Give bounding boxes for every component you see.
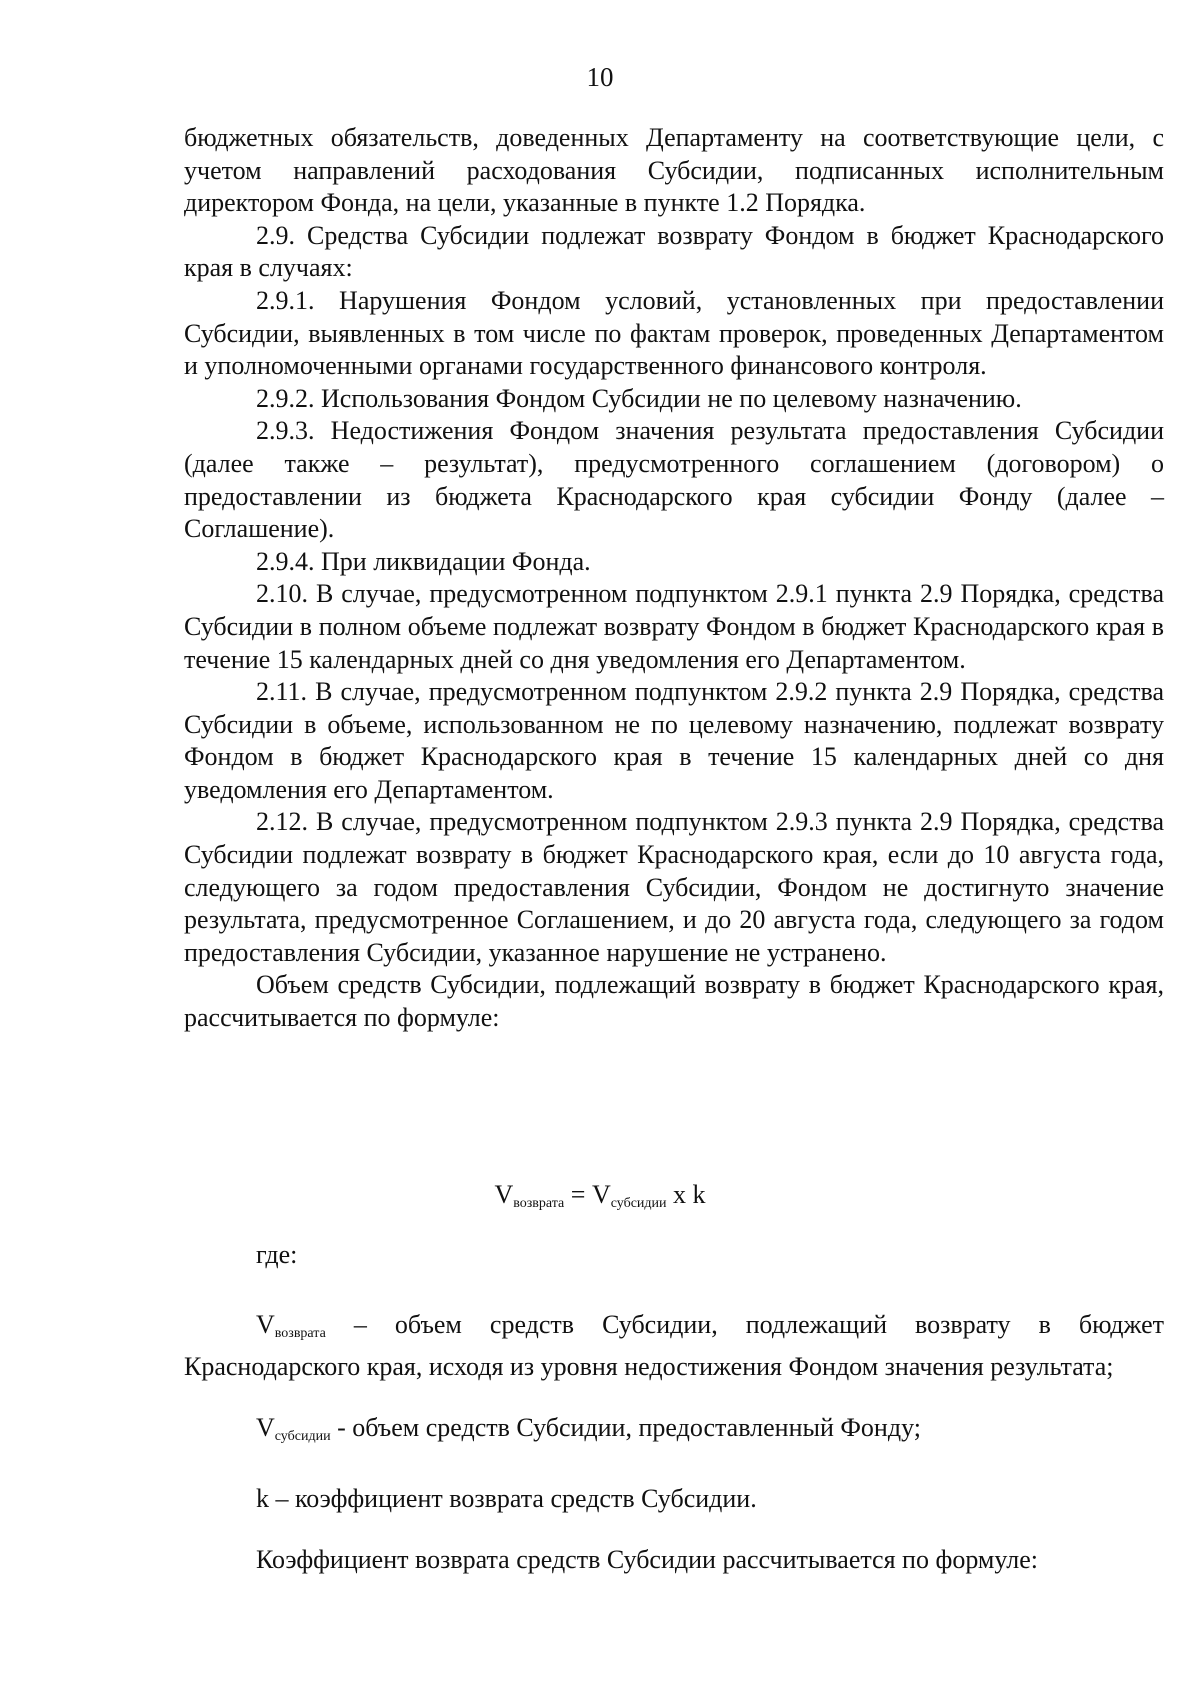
paragraph-2-9-2: 2.9.2. Использования Фондом Субсидии не по целевому назначению. xyxy=(256,383,1022,413)
paragraph-volume-formula-intro: Объем средств Субсидии, подлежащий возврату в бюджет Краснодарского края, рассчитывается по формуле: xyxy=(184,970,1164,1033)
definition-v-subsidy-symbol: V xyxy=(256,1413,275,1443)
formula-times-k: x k xyxy=(673,1180,706,1209)
return-volume-formula xyxy=(0,1180,1200,1212)
formula-v-return: V xyxy=(494,1180,514,1209)
definition-v-return-text: – объем средств Субсидии, подлежащий возврату в бюджет Краснодарского края, исходя из уровня недостижения Фондом значения результата; xyxy=(184,1310,1164,1381)
definitions-block xyxy=(184,1280,1164,1577)
paragraph-continuation: бюджетных обязательств, доведенных Департаменту на соответствующие цели, с учетом направлений расходования Субсидии, подписанных исполнительным директором Фонда, на цели, указанные в пункте 1.2 Порядка. xyxy=(184,123,1164,218)
formula-v-subsidy-sub: субсидии xyxy=(610,1196,667,1211)
formula-v-subsidy: V xyxy=(591,1180,611,1209)
paragraph-2-9: 2.9. Средства Субсидии подлежат возврату Фондом в бюджет Краснодарского края в случаях: xyxy=(184,220,1164,283)
paragraph-2-12: 2.12. В случае, предусмотренном подпунктом 2.9.3 пункта 2.9 Порядка, средства Субсидии подлежат возврату в бюджет Краснодарского края, если до 10 августа года, следующего за годом предоставления Субсидии, Фондом не достигнуто значение результата, предусмотренное Соглашением, и до 20 августа года, следующего за годом предоставления Субсидии, указанное нарушение не устранено. xyxy=(184,807,1164,967)
definition-v-return-sub: возврата xyxy=(274,1326,326,1341)
where-label: где: xyxy=(256,1240,298,1269)
definition-v-return xyxy=(184,1309,1164,1383)
definition-v-return-symbol: V xyxy=(256,1310,275,1339)
definition-k: k – коэффициент возврата средств Субсидии. xyxy=(256,1483,757,1513)
paragraph-2-10: 2.10. В случае, предусмотренном подпунктом 2.9.1 пункта 2.9 Порядка, средства Субсидии в полном объеме подлежат возврату Фондом в бюджет Краснодарского края в течение 15 календарных дней со дня уведомления его Департаментом. xyxy=(184,579,1164,674)
definition-v-subsidy-sub: субсидии xyxy=(274,1429,331,1445)
paragraph-2-9-1: 2.9.1. Нарушения Фондом условий, установленных при предоставлении Субсидии, выявленных в том числе по фактам проверок, проведенных Департаментом и уполномоченными органами государственного финансового контроля. xyxy=(184,285,1164,381)
coefficient-formula-intro: Коэффициент возврата средств Субсидии рассчитывается по формуле: xyxy=(256,1545,1038,1575)
page-number: 10 xyxy=(586,62,614,92)
paragraph-2-9-3: 2.9.3. Недостижения Фондом значения результата предоставления Субсидии (далее также – результат), предусмотренного соглашением (договором) о предоставлении из бюджета Краснодарского края субсидии Фонду (далее – Соглашение). xyxy=(184,416,1164,544)
paragraph-2-9-4: 2.9.4. При ликвидации Фонда. xyxy=(256,546,591,576)
formula-equals: = xyxy=(570,1180,586,1209)
definition-v-subsidy-text: - объем средств Субсидии, предоставленный Фонду; xyxy=(330,1413,921,1443)
document-body xyxy=(184,122,1164,1035)
definition-v-subsidy xyxy=(184,1412,1164,1454)
paragraph-2-11: 2.11. В случае, предусмотренном подпунктом 2.9.2 пункта 2.9 Порядка, средства Субсидии в объеме, использованном не по целевому назначению, подлежат возврату Фондом в бюджет Краснодарского края в течение 15 календарных дней со дня уведомления его Департаментом. xyxy=(184,677,1164,804)
formula-v-return-sub: возврата xyxy=(513,1196,565,1211)
